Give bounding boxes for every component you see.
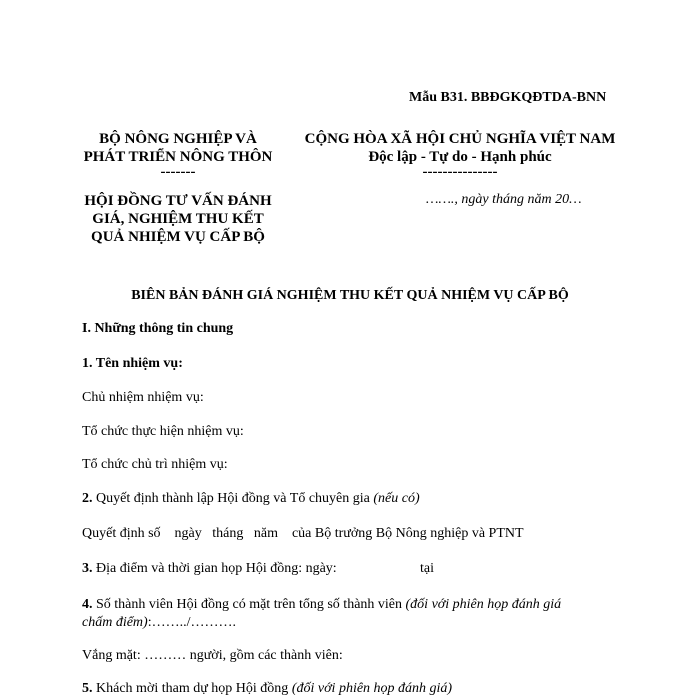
absent-members-line: Vắng mặt: ……… người, gồm các thành viên: xyxy=(82,648,343,663)
ministry-line-2: PHÁT TRIỂN NÔNG THÔN xyxy=(83,149,273,165)
item-5-text: Khách mời tham dự họp Hội đồng xyxy=(92,681,292,696)
item-3-location-label: tại xyxy=(420,561,434,576)
ministry-header xyxy=(78,130,278,178)
national-line-2: Độc lập - Tự do - Hạnh phúc xyxy=(368,149,552,165)
item-4-note-1: (đối với phiên họp đánh giá xyxy=(405,597,562,612)
council-line-1: HỘI ĐỒNG TƯ VẤN ĐÁNH xyxy=(84,193,272,209)
date-line: ……., ngày tháng năm 20… xyxy=(426,192,582,207)
task-leader-label: Chủ nhiệm nhiệm vụ: xyxy=(82,390,204,405)
item-5-guests xyxy=(82,681,452,697)
ministry-line-1: BỘ NÔNG NGHIỆP VÀ xyxy=(99,131,257,147)
ministry-rule: ------- xyxy=(160,164,196,180)
council-header xyxy=(78,192,278,246)
item-5-number: 5. xyxy=(82,681,93,696)
item-3-text: Địa điểm và thời gian họp Hội đồng: ngày: xyxy=(92,561,337,576)
item-1-task-name: 1. Tên nhiệm vụ: xyxy=(82,356,183,371)
national-line-1: CỘNG HÒA XÃ HỘI CHỦ NGHĨA VIỆT NAM xyxy=(304,131,616,147)
council-line-2: GIÁ, NGHIỆM THU KẾT xyxy=(92,211,264,227)
decision-number-line: Quyết định số ngày tháng năm của Bộ trưởng Bộ Nông nghiệp và PTNT xyxy=(82,526,524,541)
item-3-number: 3. xyxy=(82,561,93,576)
host-org-label: Tổ chức chủ trì nhiệm vụ: xyxy=(82,457,228,472)
item-2-number: 2. xyxy=(82,491,93,506)
item-5-note: (đối với phiên họp đánh giá) xyxy=(291,681,453,696)
item-4-attendance xyxy=(82,596,561,632)
item-3-meeting xyxy=(82,561,337,577)
national-header xyxy=(282,130,638,178)
form-code: Mẫu B31. BBĐGKQĐTDA-BNN xyxy=(409,90,607,105)
item-2-text: Quyết định thành lập Hội đồng và Tổ chuyên gia xyxy=(92,491,374,506)
item-4-tail: :……../………. xyxy=(147,615,236,630)
item-4-text: Số thành viên Hội đồng có mặt trên tổng số thành viên xyxy=(92,597,406,612)
section-1-heading: I. Những thông tin chung xyxy=(82,321,234,336)
item-4-note-2: chấm điểm) xyxy=(82,615,148,630)
item-4-number: 4. xyxy=(82,597,93,612)
item-2-note: (nếu có) xyxy=(373,491,420,506)
implementing-org-label: Tổ chức thực hiện nhiệm vụ: xyxy=(82,424,244,439)
national-rule: --------------- xyxy=(422,164,498,180)
council-line-3: QUẢ NHIỆM VỤ CẤP BỘ xyxy=(91,229,265,245)
item-2-decision xyxy=(82,491,420,507)
document-title: BIÊN BẢN ĐÁNH GIÁ NGHIỆM THU KẾT QUẢ NHIỆM VỤ CẤP BỘ xyxy=(131,288,569,303)
